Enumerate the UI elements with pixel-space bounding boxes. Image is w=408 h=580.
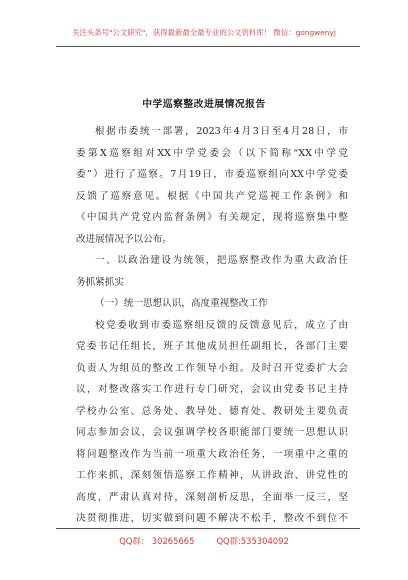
body-line: 高度，严肃认真对待，深刻剖析反思，全面举一反三，坚 (76, 491, 348, 503)
subsection-heading: （一）统一思想认识，高度重视整改工作 (95, 298, 268, 309)
body-line: 委”）进行了巡察。7月19日，市委巡察组向XX中学党委 (76, 169, 348, 180)
body-line: 决贯彻推进，切实做到问题不解决不松手，整改不到位不 (76, 513, 348, 524)
body-line: 根据市委统一部署，2023年4月3日至4月28日，市 (95, 126, 348, 137)
body-line: 改进展情况予以公布。 (76, 233, 172, 245)
header-divider (56, 46, 360, 47)
section-heading: 务抓紧抓实 (76, 276, 124, 288)
footer-qq-group-2: QQ群:535304092 (216, 536, 289, 546)
document-body (76, 121, 348, 530)
footer-note (0, 535, 408, 547)
body-line: 将问题整改作为当前一项重大政治任务，一项重中之重的 (76, 448, 348, 460)
footer-divider (56, 528, 360, 529)
body-line: 党委书记任组长，班子其他成员担任副组长，各部门主要 (76, 341, 348, 352)
header-note: 关注头条号"公文研究"，获得最新最全最专业的公文资料库！ 微信：gongwenyj (72, 28, 336, 37)
body-line: 同志参加会议，会议强调学校各职能部门要统一思想认识 (76, 427, 348, 438)
body-line: 议，对整改落实工作进行专门研究，会议由党委书记主持 (76, 384, 348, 395)
body-line: 负责人为组员的整改工作领导小组。及时召开党委扩大会 (76, 362, 348, 374)
body-line: 委第X巡察组对XX中学党委会（以下简称“XX中学党 (76, 147, 348, 159)
section-heading: 一、以政治建设为统领，把巡察整改作为重大政治任 (95, 255, 348, 266)
body-line: 工作来抓，深刻领悟巡察工作精神，从讲政治、讲党性的 (76, 470, 348, 481)
body-line: 《中国共产党党内监督条例》有关规定，现将巡察集中整 (76, 212, 348, 223)
body-line: 学校办公室、总务处、教导处、德育处、教研处主要负责 (76, 405, 348, 417)
body-line: 反馈了巡察意见。根据《中国共产党巡视工作条例》和 (76, 190, 348, 202)
body-line: 校党委收到市委巡察组反馈的反馈意见后，成立了由 (95, 319, 348, 331)
footer-qq-group-1: QQ群： 30265665 (119, 536, 195, 546)
page-title: 中学巡察整改进展情况报告 (142, 99, 266, 110)
